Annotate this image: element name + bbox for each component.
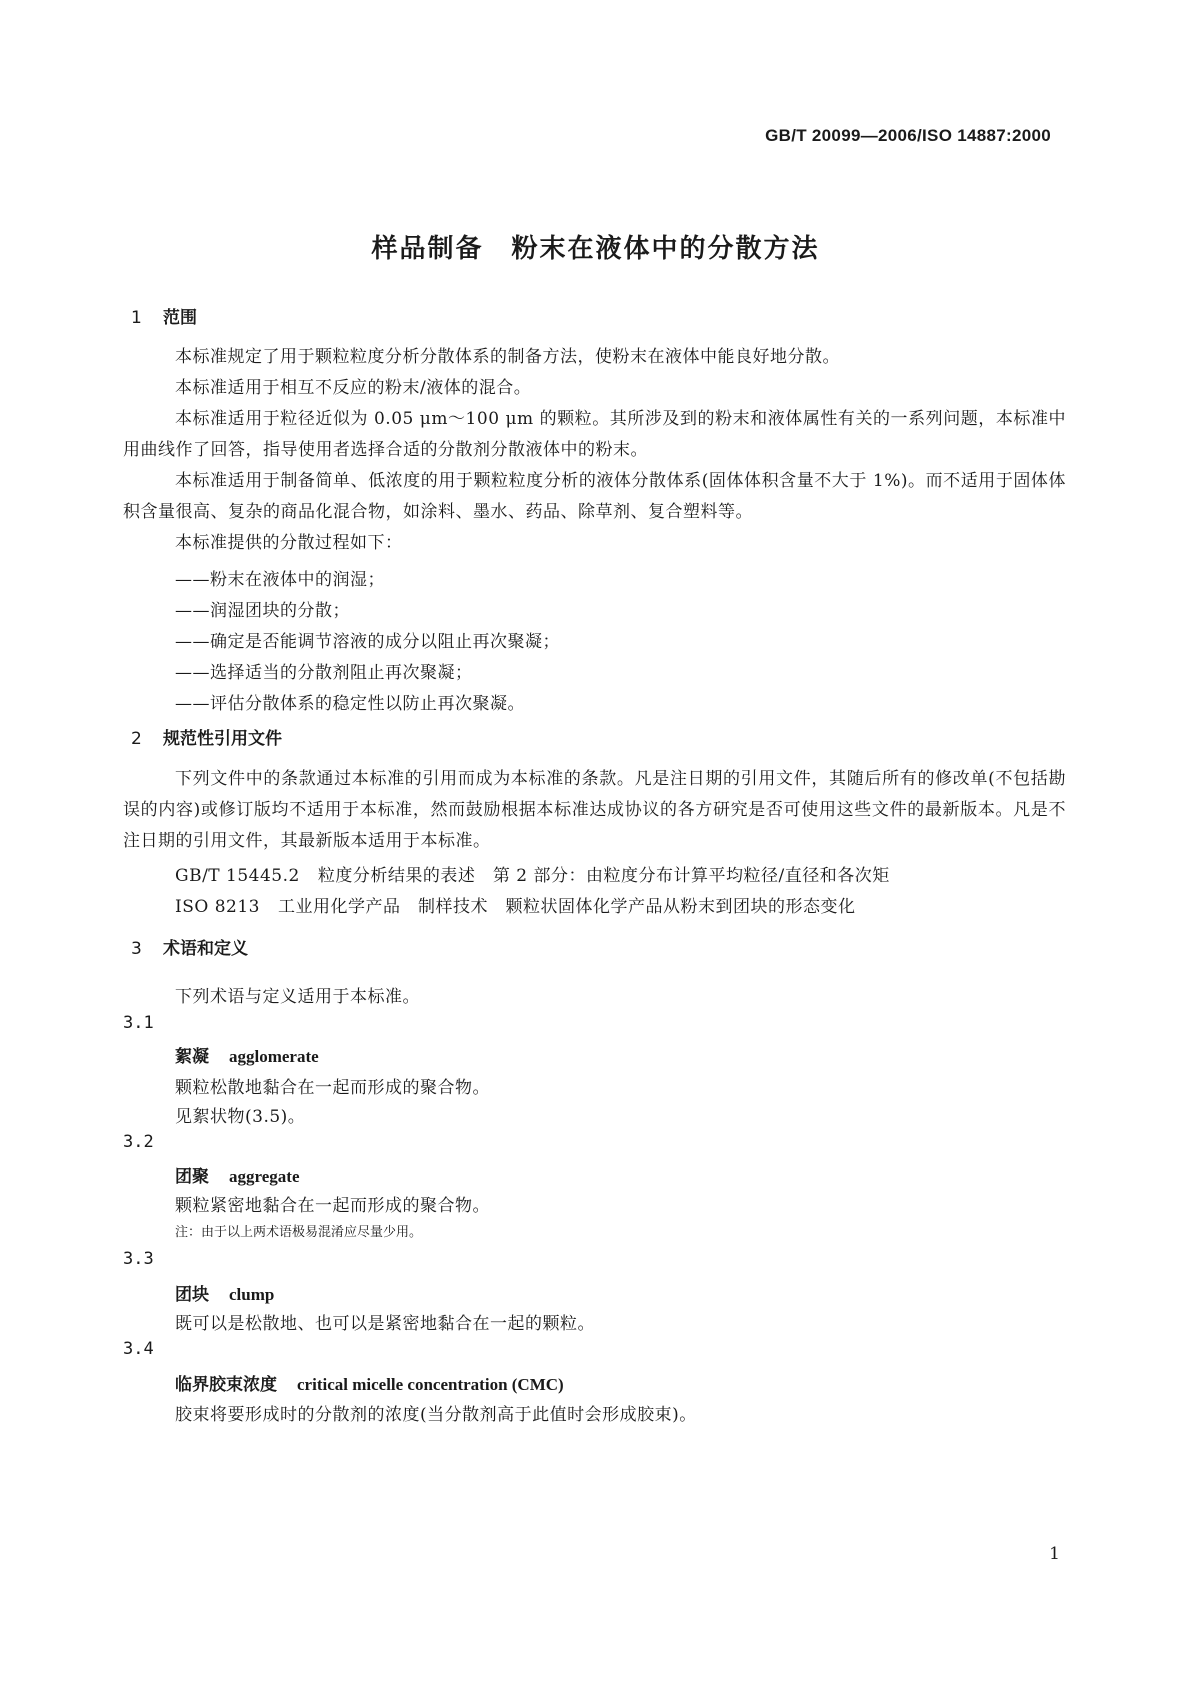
- scope-paragraph-3: 本标准适用于粒径近似为 0.05 μm～100 μm 的颗粒。其所涉及到的粉末和液体属性有关的一系列问题，本标准中用曲线作了回答，指导使用者选择合适的分散剂分散液体中的粉末。: [123, 409, 1066, 460]
- section-number: 2: [131, 729, 142, 749]
- list-item: ——润湿团块的分散；: [175, 601, 350, 621]
- term-number: 3.3: [123, 1249, 154, 1269]
- title-part-1: 样品制备: [371, 234, 484, 264]
- term-zh: 团块: [175, 1285, 209, 1305]
- term-note: 注：由于以上两术语极易混淆应尽量少用。: [175, 1225, 423, 1240]
- reference-item: [175, 892, 855, 917]
- term-en: aggregate: [229, 1167, 300, 1186]
- term-number: 3.2: [123, 1132, 154, 1152]
- terms-intro: 下列术语与定义适用于本标准。: [175, 987, 420, 1007]
- scope-paragraph-5: 本标准提供的分散过程如下：: [175, 533, 403, 553]
- term-heading: [175, 1370, 564, 1395]
- term-heading: [175, 1162, 300, 1187]
- term-heading: [175, 1280, 274, 1305]
- reference-title: 粒度分析结果的表述 第 2 部分：由粒度分布计算平均粒径/直径和各次矩: [317, 866, 890, 886]
- scope-paragraph-1: 本标准规定了用于颗粒粒度分析分散体系的制备方法，使粉末在液体中能良好地分散。: [175, 347, 840, 367]
- term-zh: 临界胶束浓度: [175, 1375, 277, 1395]
- document-title: [0, 228, 1191, 265]
- references-paragraph: 下列文件中的条款通过本标准的引用而成为本标准的条款。凡是注日期的引用文件，其随后所有的修改单(不包括勘误的内容)或修订版均不适用于本标准，然而鼓励根据本标准达成协议的各方研究是否可使用这些文件的最新版本。凡是不注日期的引用文件，其最新版本适用于本标准。: [123, 769, 1066, 851]
- reference-title: 工业用化学产品 制样技术 颗粒状固体化学产品从粉末到团块的形态变化: [277, 897, 856, 917]
- term-zh: 团聚: [175, 1167, 209, 1187]
- term-zh: 絮凝: [175, 1047, 209, 1067]
- reference-item: [175, 861, 890, 886]
- section-title: 术语和定义: [163, 939, 248, 959]
- reference-code: GB/T 15445.2: [175, 866, 300, 886]
- list-item: ——选择适当的分散剂阻止再次聚凝；: [175, 663, 473, 683]
- term-definition: 颗粒松散地黏合在一起而形成的聚合物。: [175, 1078, 490, 1098]
- section-2-heading: [131, 724, 282, 749]
- term-cross-reference: 见絮状物(3.5)。: [175, 1107, 306, 1127]
- scope-paragraph-2: 本标准适用于相互不反应的粉末/液体的混合。: [175, 378, 532, 398]
- section-3-heading: [131, 934, 248, 959]
- list-item: ——确定是否能调节溶液的成分以阻止再次聚凝；: [175, 632, 560, 652]
- term-definition: 既可以是松散地、也可以是紧密地黏合在一起的颗粒。: [175, 1314, 595, 1334]
- section-number: 3: [131, 939, 142, 959]
- term-definition: 胶束将要形成时的分散剂的浓度(当分散剂高于此值时会形成胶束)。: [175, 1405, 697, 1425]
- term-heading: [175, 1042, 319, 1067]
- term-definition: 颗粒紧密地黏合在一起而形成的聚合物。: [175, 1196, 490, 1216]
- title-part-2: 粉末在液体中的分散方法: [511, 234, 820, 264]
- term-number: 3.1: [123, 1013, 154, 1033]
- page-number: 1: [1049, 1544, 1060, 1564]
- term-number: 3.4: [123, 1339, 154, 1359]
- section-1-heading: [131, 303, 197, 328]
- section-title: 规范性引用文件: [163, 729, 282, 749]
- standard-code: GB/T 20099—2006/ISO 14887:2000: [765, 126, 1051, 145]
- scope-paragraph-4: 本标准适用于制备简单、低浓度的用于颗粒粒度分析的液体分散体系(固体体积含量不大于 1%)。而不适用于固体体积含量很高、复杂的商品化混合物，如涂料、墨水、药品、除草剂、复合塑料等。: [123, 471, 1066, 522]
- reference-code: ISO 8213: [175, 897, 260, 917]
- section-title: 范围: [163, 308, 197, 328]
- term-en: agglomerate: [229, 1047, 319, 1066]
- term-en: critical micelle concentration (CMC): [297, 1375, 564, 1394]
- term-en: clump: [229, 1285, 275, 1304]
- list-item: ——评估分散体系的稳定性以防止再次聚凝。: [175, 694, 525, 714]
- list-item: ——粉末在液体中的润湿；: [175, 570, 385, 590]
- section-number: 1: [131, 308, 142, 328]
